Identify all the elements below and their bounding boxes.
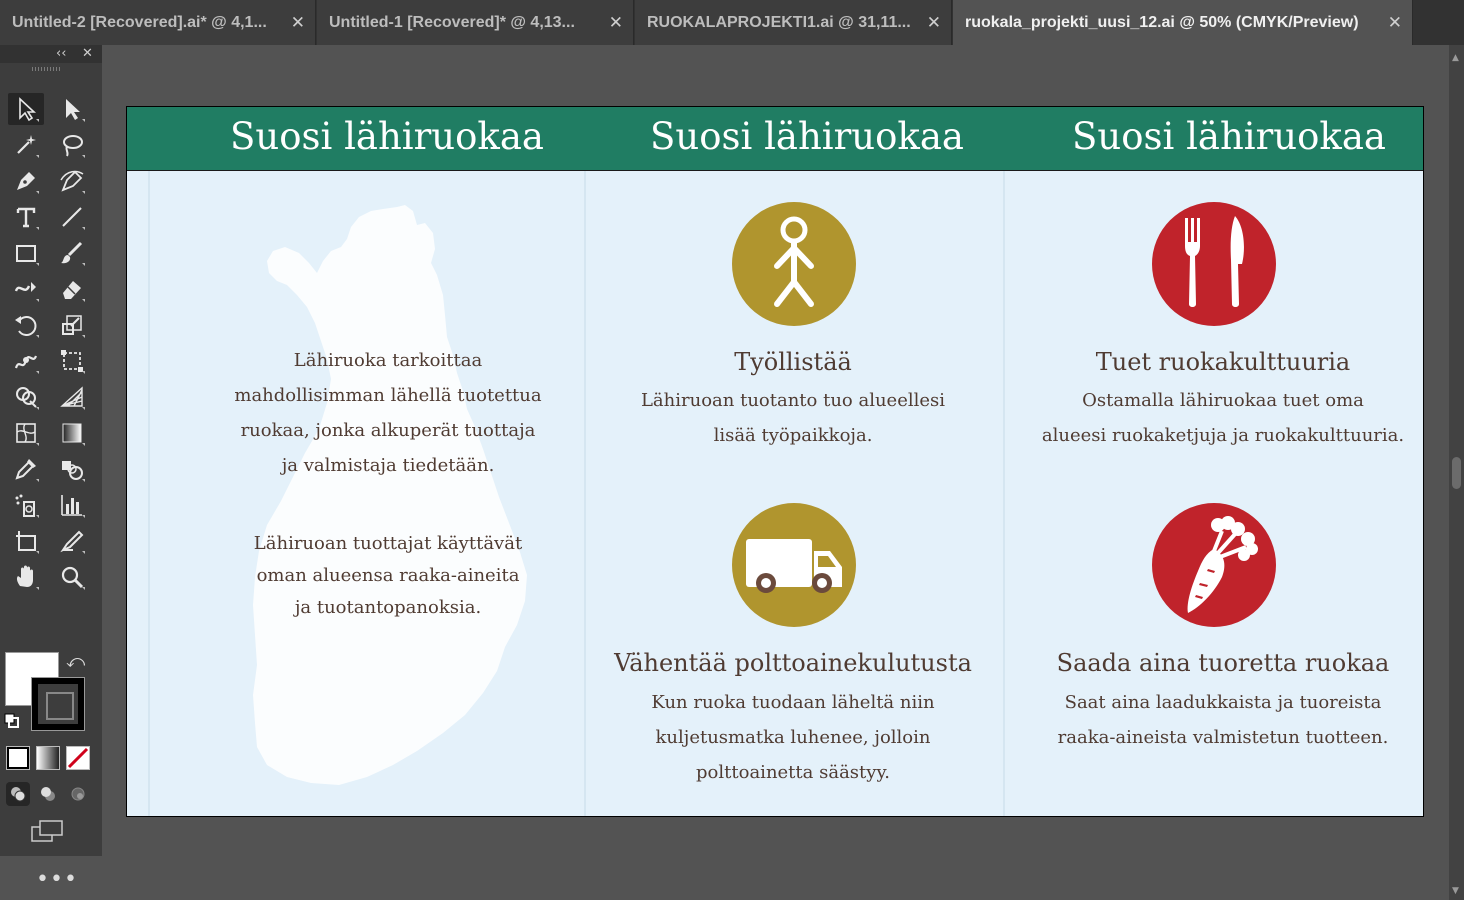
banner-title: Suosi lähiruokaa bbox=[1072, 115, 1386, 158]
intro-paragraph: Lähiruoan tuottajat käyttävät oman alueensa raaka-aineita ja tuotantopanoksia. bbox=[253, 533, 523, 618]
feature-text: Kun ruoka tuodaan läheltä niin kuljetusmatka luhenee, jolloin polttoainetta säästyy. bbox=[651, 692, 935, 783]
tools-panel bbox=[0, 45, 102, 892]
magic-wand-icon bbox=[13, 132, 39, 158]
warp-tool[interactable] bbox=[8, 345, 44, 377]
pen-icon bbox=[13, 168, 39, 194]
shaper-tool[interactable] bbox=[8, 273, 44, 305]
free-transform-tool[interactable] bbox=[54, 345, 90, 377]
type-icon bbox=[13, 204, 39, 230]
arrow-outline-icon bbox=[13, 96, 39, 122]
column-graph-tool[interactable] bbox=[54, 489, 90, 521]
blend-tool[interactable] bbox=[54, 453, 90, 485]
close-icon[interactable]: ✕ bbox=[290, 13, 305, 32]
hand-tool[interactable] bbox=[8, 561, 44, 593]
carrot-icon bbox=[1152, 503, 1276, 627]
free-transform-icon bbox=[59, 348, 85, 374]
finland-map-icon bbox=[247, 203, 533, 787]
slice-icon bbox=[59, 528, 85, 554]
warp-icon bbox=[13, 348, 39, 374]
stroke-color-swatch[interactable] bbox=[32, 678, 84, 730]
shape-builder-icon bbox=[13, 384, 39, 410]
selection-tool[interactable] bbox=[8, 93, 44, 125]
tab-title: Untitled-2 [Recovered].ai* @ 4,1... bbox=[12, 14, 267, 31]
document-tab[interactable] bbox=[635, 0, 952, 45]
direct-selection-tool[interactable] bbox=[54, 93, 90, 125]
feature-heading: Vähentää polttoainekulutusta bbox=[614, 649, 972, 677]
eyedropper-icon bbox=[13, 456, 39, 482]
artboard[interactable] bbox=[126, 106, 1424, 817]
edit-toolbar-icon[interactable]: ••• bbox=[36, 867, 78, 892]
rectangle-icon bbox=[13, 240, 39, 266]
intro-paragraph: Lähiruoka tarkoittaa mahdollisimman lähellä tuotettua ruokaa, jonka alkuperät tuottaja ja valmistaja tiedetään. bbox=[234, 350, 542, 476]
symbol-sprayer-icon bbox=[13, 492, 39, 518]
scale-tool[interactable] bbox=[54, 309, 90, 341]
column-divider bbox=[1003, 171, 1005, 817]
close-icon[interactable]: ✕ bbox=[1387, 13, 1402, 32]
eraser-icon bbox=[59, 276, 85, 302]
title-banner bbox=[127, 107, 1424, 171]
rectangle-tool[interactable] bbox=[8, 237, 44, 269]
shape-builder-tool[interactable] bbox=[8, 381, 44, 413]
feature-text: Ostamalla lähiruokaa tuet oma alueesi ruokaketjuja ja ruokakulttuuria. bbox=[1041, 390, 1405, 446]
collapse-panel-icon[interactable]: ‹‹ bbox=[56, 46, 67, 61]
truck-icon bbox=[732, 503, 856, 627]
scroll-up-icon[interactable]: ▲ bbox=[1452, 53, 1459, 63]
mesh-tool[interactable] bbox=[8, 417, 44, 449]
tools-panel-header bbox=[0, 45, 102, 63]
zoom-tool[interactable] bbox=[54, 561, 90, 593]
swap-fill-stroke-icon[interactable]: ⤺ bbox=[66, 651, 86, 672]
tab-title: ruokala_projekti_uusi_12.ai @ 50% (CMYK/Preview) bbox=[965, 14, 1359, 31]
paintbrush-icon bbox=[59, 240, 85, 266]
column-divider bbox=[148, 171, 150, 817]
column-graph-icon bbox=[59, 492, 85, 518]
panel-grip[interactable] bbox=[32, 67, 62, 71]
perspective-grid-icon bbox=[59, 384, 85, 410]
magic-wand-tool[interactable] bbox=[8, 129, 44, 161]
close-icon[interactable]: ✕ bbox=[926, 13, 941, 32]
eyedropper-tool[interactable] bbox=[8, 453, 44, 485]
rotate-tool[interactable] bbox=[8, 309, 44, 341]
default-fill-stroke-icon[interactable] bbox=[4, 713, 20, 729]
scroll-down-icon[interactable]: ▼ bbox=[1452, 886, 1459, 896]
document-tab-bar bbox=[0, 0, 1464, 45]
paintbrush-tool[interactable] bbox=[54, 237, 90, 269]
fork-knife-icon bbox=[1152, 202, 1276, 326]
tab-title: RUOKALAPROJEKTI1.ai @ 31,11... bbox=[647, 14, 911, 31]
lasso-icon bbox=[59, 132, 85, 158]
document-tab[interactable] bbox=[317, 0, 634, 45]
type-tool[interactable] bbox=[8, 201, 44, 233]
feature-text: Lähiruoan tuotanto tuo alueellesi lisää työpaikkoja. bbox=[640, 390, 946, 446]
change-screen-mode-icon[interactable] bbox=[30, 819, 66, 843]
lasso-tool[interactable] bbox=[54, 129, 90, 161]
symbol-sprayer-tool[interactable] bbox=[8, 489, 44, 521]
artboard-tool[interactable] bbox=[8, 525, 44, 557]
tab-title: Untitled-1 [Recovered]* @ 4,13... bbox=[329, 14, 575, 31]
blend-icon bbox=[59, 456, 85, 482]
feature-heading: Saada aina tuoretta ruokaa bbox=[1056, 649, 1390, 677]
banner-title: Suosi lähiruokaa bbox=[230, 115, 544, 158]
perspective-grid-tool[interactable] bbox=[54, 381, 90, 413]
draw-normal-icon[interactable] bbox=[6, 782, 30, 806]
close-panel-icon[interactable]: ✕ bbox=[82, 46, 93, 61]
vertical-scrollbar[interactable] bbox=[1449, 45, 1464, 900]
gradient-icon bbox=[59, 420, 85, 446]
curvature-tool[interactable] bbox=[54, 165, 90, 197]
arrow-filled-icon bbox=[59, 96, 85, 122]
scroll-thumb[interactable] bbox=[1452, 457, 1461, 489]
gradient-mode-button[interactable] bbox=[37, 747, 59, 769]
hand-icon bbox=[13, 564, 39, 590]
pen-tool[interactable] bbox=[8, 165, 44, 197]
shaper-icon bbox=[13, 276, 39, 302]
scale-icon bbox=[59, 312, 85, 338]
eraser-tool[interactable] bbox=[54, 273, 90, 305]
feature-heading: Työllistää bbox=[734, 348, 852, 376]
close-icon[interactable]: ✕ bbox=[608, 13, 623, 32]
zoom-icon bbox=[59, 564, 85, 590]
feature-text: Saat aina laadukkaista ja tuoreista raaka-aineista valmistetun tuotteen. bbox=[1057, 692, 1389, 748]
document-tab[interactable] bbox=[0, 0, 316, 45]
column-divider bbox=[584, 171, 586, 817]
line-segment-icon bbox=[59, 204, 85, 230]
draw-behind-icon[interactable] bbox=[36, 782, 60, 806]
document-tab-active[interactable] bbox=[953, 0, 1413, 45]
none-mode-button[interactable] bbox=[67, 747, 89, 769]
feature-heading: Tuet ruokakulttuuria bbox=[1095, 348, 1351, 376]
artboard-icon bbox=[13, 528, 39, 554]
banner-title: Suosi lähiruokaa bbox=[650, 115, 964, 158]
gradient-tool[interactable] bbox=[54, 417, 90, 449]
person-icon bbox=[732, 202, 856, 326]
draw-inside-icon[interactable] bbox=[66, 782, 90, 806]
slice-tool[interactable] bbox=[54, 525, 90, 557]
curvature-pen-icon bbox=[59, 168, 85, 194]
color-mode-button[interactable] bbox=[7, 747, 29, 769]
mesh-icon bbox=[13, 420, 39, 446]
rotate-icon bbox=[13, 312, 39, 338]
line-tool[interactable] bbox=[54, 201, 90, 233]
